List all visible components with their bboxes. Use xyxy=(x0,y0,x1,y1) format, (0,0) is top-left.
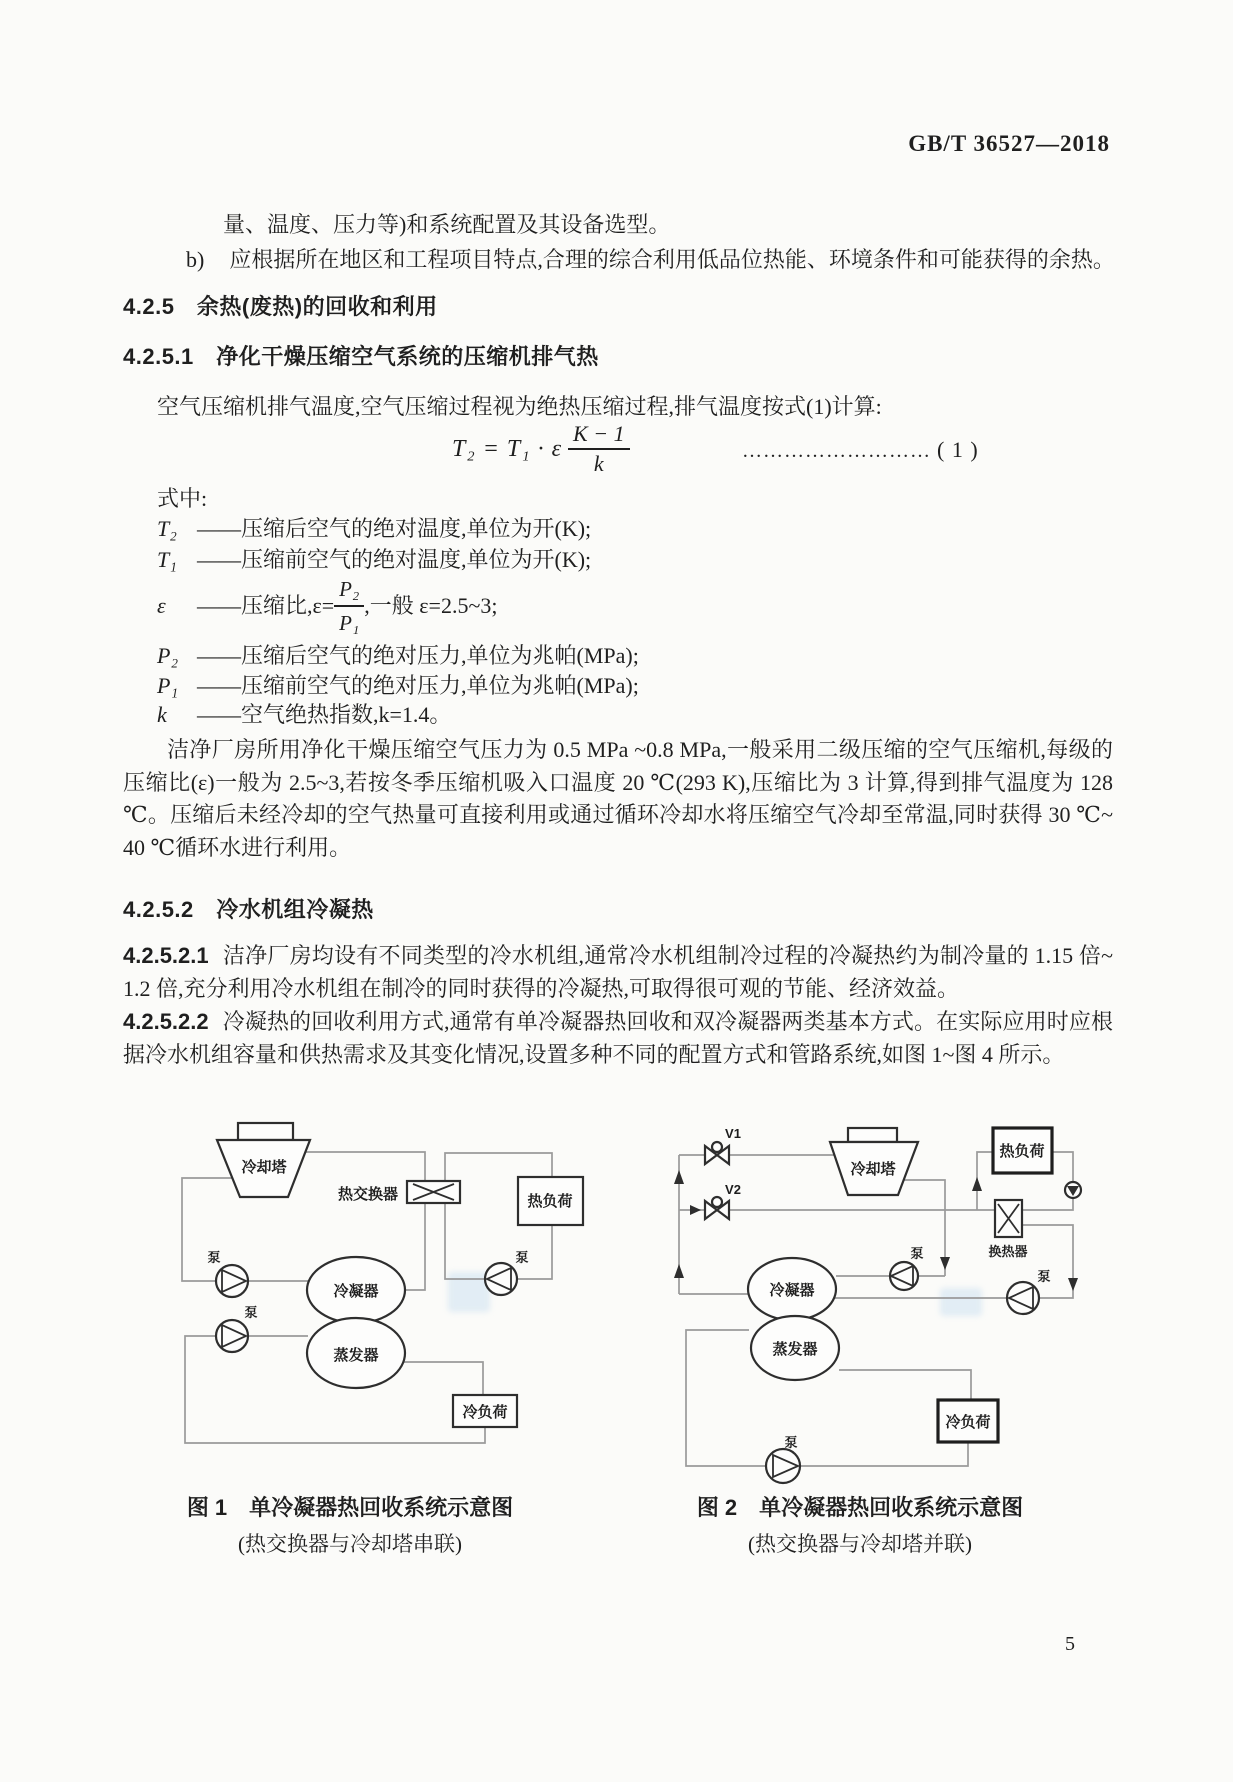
continued-text-line: 量、温度、压力等)和系统配置及其设备选型。 xyxy=(223,212,671,237)
definition-t1 xyxy=(157,545,591,575)
cooling-tower-top xyxy=(238,1123,293,1140)
pump-icon xyxy=(1007,1282,1039,1314)
list-item-b-label: b) xyxy=(186,247,205,272)
equation-dots-and-number xyxy=(742,437,979,463)
equation-exponent-numerator: K − 1 xyxy=(568,421,630,450)
heat-exchanger-label: 换热器 xyxy=(988,1244,1028,1259)
pump-label: 泵 xyxy=(1037,1269,1051,1284)
cooling-load-label: 冷负荷 xyxy=(945,1414,991,1431)
evaporator-label: 蒸发器 xyxy=(333,1347,379,1364)
condenser-label: 冷凝器 xyxy=(769,1282,815,1299)
flow-arrow-up xyxy=(674,1170,684,1184)
definition-t2-text: ——压缩后空气的绝对温度,单位为开(K); xyxy=(197,516,592,541)
definition-eps xyxy=(157,578,497,634)
valve-v1-actuator xyxy=(712,1142,722,1152)
pump-icon xyxy=(485,1263,517,1295)
cooling-load-label: 冷负荷 xyxy=(462,1404,508,1421)
definition-eps-denominator: P₁ xyxy=(339,611,360,635)
pipe xyxy=(404,1362,483,1395)
heading-4-2-5-2: 4.2.5.2 冷水机组冷凝热 xyxy=(123,897,374,922)
definition-k-symbol: k xyxy=(157,702,167,727)
cooling-tower-top xyxy=(848,1128,897,1142)
definition-p1-text: ——压缩前空气的绝对压力,单位为兆帕(MPa); xyxy=(197,673,639,698)
figure-2-diagram xyxy=(650,1095,1100,1495)
paragraph-4-2-5-2-1 xyxy=(123,940,1113,1005)
definition-t2-symbol: T₂ xyxy=(157,516,177,541)
heat-load-label: 热负荷 xyxy=(999,1143,1045,1160)
pump-icon xyxy=(216,1265,248,1297)
paragraph-4-2-5-2-1-text: 洁净厂房均设有不同类型的冷水机组,通常冷水机组制冷过程的冷凝热约为制冷量的 1.15 倍~1.2 倍,充分利用冷水机组在制冷的同时获得的冷凝热,可取得很可观的节能、经济效益。 xyxy=(123,943,1113,1001)
heading-4-2-5-1: 4.2.5.1 净化干燥压缩空气系统的压缩机排气热 xyxy=(123,344,599,369)
valve-v1-label: V1 xyxy=(725,1126,741,1141)
paragraph-4-2-5-2-2-number: 4.2.5.2.2 xyxy=(123,1009,209,1034)
condenser-label: 冷凝器 xyxy=(333,1283,379,1300)
pump-label: 泵 xyxy=(784,1435,798,1450)
pump-label: 泵 xyxy=(515,1250,529,1265)
pipe xyxy=(977,1152,993,1210)
flow-arrow-right xyxy=(690,1205,701,1215)
equation-exponent-denominator: k xyxy=(593,451,604,476)
definition-p2 xyxy=(157,641,639,671)
definition-t1-text: ——压缩前空气的绝对温度,单位为开(K); xyxy=(197,547,592,572)
pump-icon xyxy=(216,1320,248,1352)
pipe xyxy=(904,1180,945,1276)
heat-exchanger-label: 热交换器 xyxy=(337,1186,398,1203)
definition-t1-symbol: T₁ xyxy=(157,547,177,572)
paragraph-4-2-5-2-1-number: 4.2.5.2.1 xyxy=(123,943,209,968)
paragraph-4-2-5-2-2-text: 冷凝热的回收利用方式,通常有单冷凝器热回收和双冷凝器两类基本方式。在实际应用时应根据冷水机组容量和供热需求及其变化情况,设置多种不同的配置方式和管路系统,如图 1~图 4 所示。 xyxy=(123,1009,1113,1067)
definition-p1 xyxy=(157,671,639,701)
flow-arrow-up xyxy=(972,1177,982,1191)
pump-label: 泵 xyxy=(244,1305,258,1320)
valve-v2-actuator xyxy=(712,1197,722,1207)
definition-t2 xyxy=(157,514,591,544)
definition-eps-fraction xyxy=(334,574,364,638)
figure-1-diagram xyxy=(140,1095,610,1465)
definition-eps-numerator: P₂ xyxy=(334,574,364,607)
compressor-paragraph: 洁净厂房所用净化干燥压缩空气压力为 0.5 MPa ~0.8 MPa,一般采用二级压缩的空气压缩机,每级的压缩比(ε)一般为 2.5~3,若按冬季压缩机吸入口温度 20 ℃(293 K),压缩比为 3 计算,得到排气温度为 128 ℃。压缩后未经冷却的空气热量可直接利用或通过循环冷却水将压缩空气冷却至常温,同时获得 30 ℃~40 ℃循环水进行利用。 xyxy=(123,737,1113,860)
page-number: 5 xyxy=(1065,1633,1075,1655)
heat-load-label: 热负荷 xyxy=(527,1193,573,1210)
cooling-tower-label: 冷却塔 xyxy=(850,1161,896,1178)
definition-p1-symbol: P₁ xyxy=(157,673,179,698)
figure-1-subcaption: (热交换器与冷却塔串联) xyxy=(238,1532,462,1556)
where-label: 式中: xyxy=(157,486,208,511)
pump-label: 泵 xyxy=(207,1250,221,1265)
equation-leader-dots: ……………………… xyxy=(742,440,931,462)
formula-intro-paragraph: 空气压缩机排气温度,空气压缩过程视为绝热压缩过程,排气温度按式(1)计算: xyxy=(157,394,882,419)
equation-number: ( 1 ) xyxy=(937,437,979,462)
figure-1-caption: 图 1 单冷凝器热回收系统示意图 xyxy=(186,1495,514,1520)
heading-4-2-5: 4.2.5 余热(废热)的回收和利用 xyxy=(123,294,438,319)
definition-eps-post: ,一般 ε=2.5~3; xyxy=(364,593,498,618)
evaporator-label: 蒸发器 xyxy=(772,1341,818,1358)
equation-1 xyxy=(452,420,630,478)
flow-arrow-up xyxy=(674,1264,684,1278)
definition-p2-text: ——压缩后空气的绝对压力,单位为兆帕(MPa); xyxy=(197,643,639,668)
standard-number: GB/T 36527—2018 xyxy=(908,131,1110,156)
equation-main: T₂ = T₁ · ε xyxy=(452,435,563,462)
cooling-tower-label: 冷却塔 xyxy=(241,1159,287,1176)
definition-k-text: ——空气绝热指数,k=1.4。 xyxy=(197,702,452,727)
valve-v2-label: V2 xyxy=(725,1182,741,1197)
flow-arrow-down xyxy=(940,1257,950,1270)
definition-eps-pre: ——压缩比,ε= xyxy=(197,593,335,618)
definition-p2-symbol: P₂ xyxy=(157,643,179,668)
pipe xyxy=(839,1370,971,1400)
pipe xyxy=(800,1442,968,1466)
figure-2-subcaption: (热交换器与冷却塔并联) xyxy=(748,1532,972,1556)
equation-exponent-fraction xyxy=(568,421,630,477)
definition-eps-symbol: ε xyxy=(157,593,166,618)
pipe xyxy=(182,1178,232,1281)
paragraph-4-2-5-2-2 xyxy=(123,1006,1113,1071)
list-item-b-text: 应根据所在地区和工程项目特点,合理的综合利用低品位热能、环境条件和可能获得的余热。 xyxy=(229,247,1115,272)
figure-2-caption: 图 2 单冷凝器热回收系统示意图 xyxy=(696,1495,1024,1520)
flow-arrow-down xyxy=(1068,1278,1078,1291)
pump-label: 泵 xyxy=(910,1246,924,1261)
pipe xyxy=(445,1203,486,1279)
definition-k xyxy=(157,700,451,730)
pump-icon xyxy=(766,1449,800,1483)
list-item-b xyxy=(186,243,1115,276)
